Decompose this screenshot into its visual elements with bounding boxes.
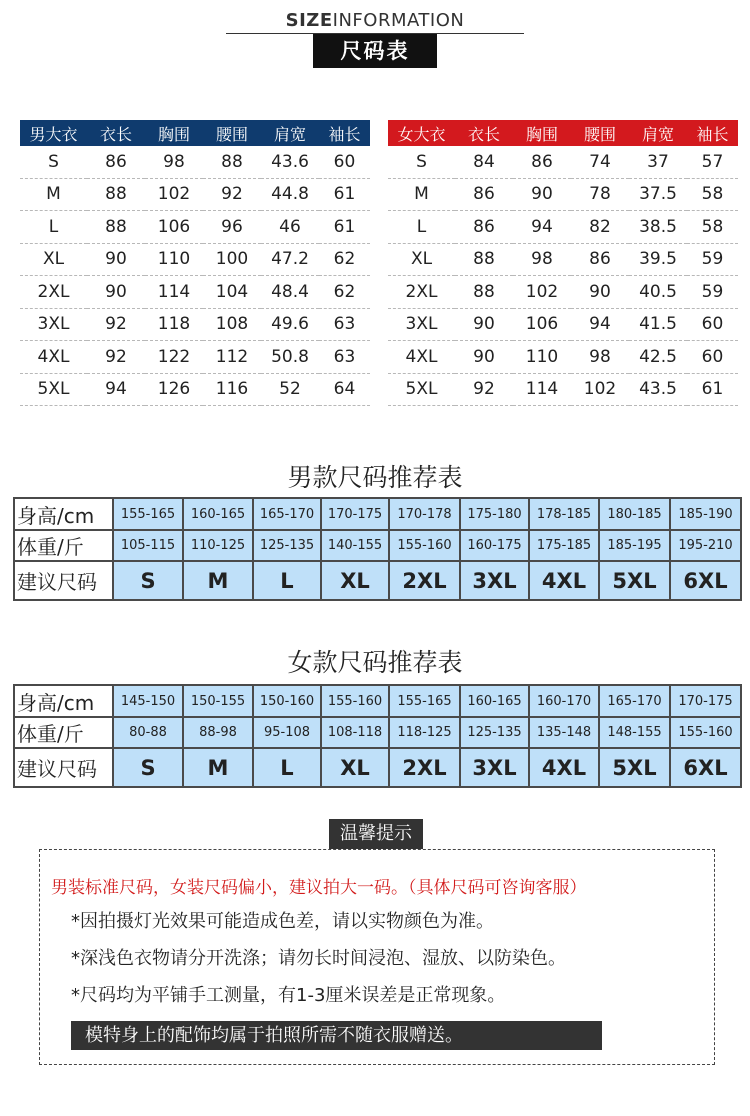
- size-cell: 4XL: [529, 748, 599, 787]
- table-cell: 59: [687, 243, 738, 276]
- table-cell: 86: [455, 211, 513, 244]
- sizing-advice: 男装标准尺码，女装尺码偏小，建议拍大一码。（具体尺码可咨询客服）: [51, 878, 587, 898]
- header-cell: 衣长: [455, 120, 513, 146]
- row-label: 体重/斤: [14, 530, 113, 561]
- table-cell: 61: [319, 211, 370, 244]
- note-line: *尺码均为平铺手工测量，有1-3厘米误差是正常现象。: [71, 985, 506, 1006]
- table-cell: 102: [571, 373, 629, 406]
- height-cell: 175-180: [460, 498, 529, 530]
- header-cell: 胸围: [145, 120, 203, 146]
- table-cell: 62: [319, 243, 370, 276]
- table-cell: 5XL: [20, 373, 87, 406]
- table-row: [20, 243, 370, 276]
- table-cell: 63: [319, 308, 370, 341]
- table-cell: 44.8: [261, 178, 319, 211]
- table-row: [20, 178, 370, 211]
- table-cell: 3XL: [388, 308, 455, 341]
- women-coat-size-table: [388, 120, 738, 406]
- notes-badge: 温馨提示: [329, 819, 423, 849]
- height-cell: 165-170: [599, 685, 670, 717]
- table-row: [388, 341, 738, 374]
- row-label: 体重/斤: [14, 717, 113, 748]
- table-cell: 38.5: [629, 211, 687, 244]
- table-cell: 90: [455, 308, 513, 341]
- table-cell: 37.5: [629, 178, 687, 211]
- table-cell: 106: [145, 211, 203, 244]
- size-cell: 5XL: [599, 748, 670, 787]
- size-cell: 2XL: [389, 561, 460, 600]
- table-row: [20, 373, 370, 406]
- table-cell: 4XL: [20, 341, 87, 374]
- height-row: [14, 685, 741, 717]
- row-label: 身高/cm: [14, 498, 113, 530]
- height-cell: 170-178: [389, 498, 460, 530]
- weight-cell: 118-125: [389, 717, 460, 748]
- size-cell: 5XL: [599, 561, 670, 600]
- table-cell: 90: [87, 276, 145, 309]
- size-information-title: [0, 10, 750, 31]
- accessories-notice-bar: 模特身上的配饰均属于拍照所需不随衣服赠送。: [71, 1021, 602, 1050]
- note-line: *深浅色衣物请分开洗涤；请勿长时间浸泡、湿放、以防染色。: [71, 948, 566, 969]
- table-cell: 122: [145, 341, 203, 374]
- table-cell: L: [388, 211, 455, 244]
- table-row: [388, 308, 738, 341]
- table-cell: 47.2: [261, 243, 319, 276]
- table-cell: M: [388, 178, 455, 211]
- table-cell: 94: [571, 308, 629, 341]
- weight-cell: 125-135: [253, 530, 321, 561]
- table-cell: 49.6: [261, 308, 319, 341]
- table-cell: 37: [629, 146, 687, 178]
- table-cell: 63: [319, 341, 370, 374]
- weight-cell: 88-98: [183, 717, 253, 748]
- table-cell: 106: [513, 308, 571, 341]
- table-cell: 88: [455, 276, 513, 309]
- weight-cell: 175-185: [529, 530, 599, 561]
- header-cell: 袖长: [319, 120, 370, 146]
- header-cell: 腰围: [571, 120, 629, 146]
- table-cell: 116: [203, 373, 261, 406]
- table-cell: 102: [513, 276, 571, 309]
- height-cell: 160-170: [529, 685, 599, 717]
- height-row: [14, 498, 741, 530]
- table-cell: 98: [571, 341, 629, 374]
- table-cell: 52: [261, 373, 319, 406]
- size-cell: L: [253, 561, 321, 600]
- weight-cell: 135-148: [529, 717, 599, 748]
- height-cell: 155-160: [321, 685, 389, 717]
- table-cell: 43.6: [261, 146, 319, 178]
- table-cell: 86: [513, 146, 571, 178]
- table-cell: 88: [455, 243, 513, 276]
- women-recommend-title: 女款尺码推荐表: [287, 648, 463, 677]
- table-cell: 60: [319, 146, 370, 178]
- table-cell: L: [20, 211, 87, 244]
- table-cell: 110: [145, 243, 203, 276]
- table-cell: 92: [455, 373, 513, 406]
- table-cell: 40.5: [629, 276, 687, 309]
- table-row: [20, 341, 370, 374]
- table-cell: 48.4: [261, 276, 319, 309]
- table-header-row: [388, 120, 738, 146]
- header-cell: 腰围: [203, 120, 261, 146]
- table-cell: XL: [20, 243, 87, 276]
- height-cell: 160-165: [183, 498, 253, 530]
- men-coat-size-table: [20, 120, 370, 406]
- table-cell: 61: [319, 178, 370, 211]
- table-cell: 118: [145, 308, 203, 341]
- table-cell: 86: [87, 146, 145, 178]
- height-cell: 160-165: [460, 685, 529, 717]
- table-cell: 59: [687, 276, 738, 309]
- table-cell: 88: [87, 211, 145, 244]
- suggested-size-row: [14, 748, 741, 787]
- weight-cell: 148-155: [599, 717, 670, 748]
- table-cell: 90: [571, 276, 629, 309]
- table-cell: 90: [455, 341, 513, 374]
- weight-cell: 185-195: [599, 530, 670, 561]
- size-cell: 3XL: [460, 748, 529, 787]
- table-cell: XL: [388, 243, 455, 276]
- table-cell: 126: [145, 373, 203, 406]
- height-cell: 170-175: [670, 685, 741, 717]
- height-cell: 155-165: [113, 498, 183, 530]
- size-cell: S: [113, 561, 183, 600]
- height-cell: 165-170: [253, 498, 321, 530]
- header-cell: 肩宽: [629, 120, 687, 146]
- height-cell: 145-150: [113, 685, 183, 717]
- title-light: INFORMATION: [332, 10, 465, 31]
- height-cell: 178-185: [529, 498, 599, 530]
- table-cell: 94: [87, 373, 145, 406]
- table-cell: 86: [571, 243, 629, 276]
- weight-cell: 160-175: [460, 530, 529, 561]
- table-header-row: [20, 120, 370, 146]
- table-cell: 2XL: [388, 276, 455, 309]
- table-cell: 64: [319, 373, 370, 406]
- table-cell: 41.5: [629, 308, 687, 341]
- size-cell: 2XL: [389, 748, 460, 787]
- size-cell: 4XL: [529, 561, 599, 600]
- table-row: [388, 243, 738, 276]
- table-cell: 58: [687, 178, 738, 211]
- table-row: [20, 146, 370, 178]
- table-cell: 2XL: [20, 276, 87, 309]
- size-cell: 3XL: [460, 561, 529, 600]
- table-cell: 100: [203, 243, 261, 276]
- weight-cell: 108-118: [321, 717, 389, 748]
- height-cell: 185-190: [670, 498, 741, 530]
- table-cell: S: [388, 146, 455, 178]
- weight-cell: 105-115: [113, 530, 183, 561]
- table-cell: 42.5: [629, 341, 687, 374]
- size-cell: L: [253, 748, 321, 787]
- table-cell: 46: [261, 211, 319, 244]
- table-cell: 90: [513, 178, 571, 211]
- title-bold: SIZE: [285, 10, 333, 31]
- table-cell: 98: [145, 146, 203, 178]
- size-cell: M: [183, 561, 253, 600]
- weight-cell: 80-88: [113, 717, 183, 748]
- table-cell: 92: [87, 308, 145, 341]
- height-cell: 150-160: [253, 685, 321, 717]
- row-label: 建议尺码: [14, 748, 113, 787]
- size-cell: XL: [321, 561, 389, 600]
- table-cell: 78: [571, 178, 629, 211]
- table-cell: 86: [455, 178, 513, 211]
- table-cell: 96: [203, 211, 261, 244]
- table-cell: 57: [687, 146, 738, 178]
- table-cell: 110: [513, 341, 571, 374]
- weight-cell: 155-160: [389, 530, 460, 561]
- weight-cell: 110-125: [183, 530, 253, 561]
- header-cell: 男大衣: [20, 120, 87, 146]
- table-cell: 84: [455, 146, 513, 178]
- note-line: *因拍摄灯光效果可能造成色差，请以实物颜色为准。: [71, 911, 494, 932]
- table-row: [388, 178, 738, 211]
- women-size-recommend-table: [13, 684, 742, 788]
- table-cell: 62: [319, 276, 370, 309]
- size-cell: 6XL: [670, 561, 741, 600]
- header-cell: 肩宽: [261, 120, 319, 146]
- weight-cell: 195-210: [670, 530, 741, 561]
- men-recommend-title: 男款尺码推荐表: [287, 463, 463, 492]
- table-row: [20, 308, 370, 341]
- table-row: [388, 276, 738, 309]
- table-cell: 43.5: [629, 373, 687, 406]
- table-cell: 94: [513, 211, 571, 244]
- weight-row: [14, 530, 741, 561]
- header-cell: 袖长: [687, 120, 738, 146]
- table-cell: S: [20, 146, 87, 178]
- table-cell: 3XL: [20, 308, 87, 341]
- table-row: [20, 211, 370, 244]
- table-cell: 108: [203, 308, 261, 341]
- table-cell: 104: [203, 276, 261, 309]
- table-cell: 60: [687, 341, 738, 374]
- table-row: [388, 373, 738, 406]
- table-row: [388, 211, 738, 244]
- table-cell: 39.5: [629, 243, 687, 276]
- size-chart-badge: 尺码表: [313, 34, 437, 68]
- row-label: 建议尺码: [14, 561, 113, 600]
- table-cell: 88: [87, 178, 145, 211]
- weight-cell: 125-135: [460, 717, 529, 748]
- table-cell: 50.8: [261, 341, 319, 374]
- table-cell: 90: [87, 243, 145, 276]
- row-label: 身高/cm: [14, 685, 113, 717]
- height-cell: 170-175: [321, 498, 389, 530]
- height-cell: 180-185: [599, 498, 670, 530]
- table-cell: 4XL: [388, 341, 455, 374]
- table-cell: 5XL: [388, 373, 455, 406]
- table-row: [20, 276, 370, 309]
- height-cell: 150-155: [183, 685, 253, 717]
- suggested-size-row: [14, 561, 741, 600]
- table-cell: 74: [571, 146, 629, 178]
- size-cell: M: [183, 748, 253, 787]
- table-cell: 114: [145, 276, 203, 309]
- header-cell: 胸围: [513, 120, 571, 146]
- men-size-recommend-table: [13, 497, 742, 601]
- table-cell: 112: [203, 341, 261, 374]
- table-cell: 114: [513, 373, 571, 406]
- table-cell: 58: [687, 211, 738, 244]
- table-cell: 82: [571, 211, 629, 244]
- weight-cell: 155-160: [670, 717, 741, 748]
- table-cell: 92: [87, 341, 145, 374]
- table-cell: 92: [203, 178, 261, 211]
- header-cell: 女大衣: [388, 120, 455, 146]
- table-cell: M: [20, 178, 87, 211]
- size-cell: 6XL: [670, 748, 741, 787]
- table-cell: 88: [203, 146, 261, 178]
- table-row: [388, 146, 738, 178]
- table-cell: 98: [513, 243, 571, 276]
- weight-row: [14, 717, 741, 748]
- weight-cell: 95-108: [253, 717, 321, 748]
- height-cell: 155-165: [389, 685, 460, 717]
- table-cell: 60: [687, 308, 738, 341]
- size-cell: XL: [321, 748, 389, 787]
- size-cell: S: [113, 748, 183, 787]
- header-cell: 衣长: [87, 120, 145, 146]
- table-cell: 61: [687, 373, 738, 406]
- weight-cell: 140-155: [321, 530, 389, 561]
- table-cell: 102: [145, 178, 203, 211]
